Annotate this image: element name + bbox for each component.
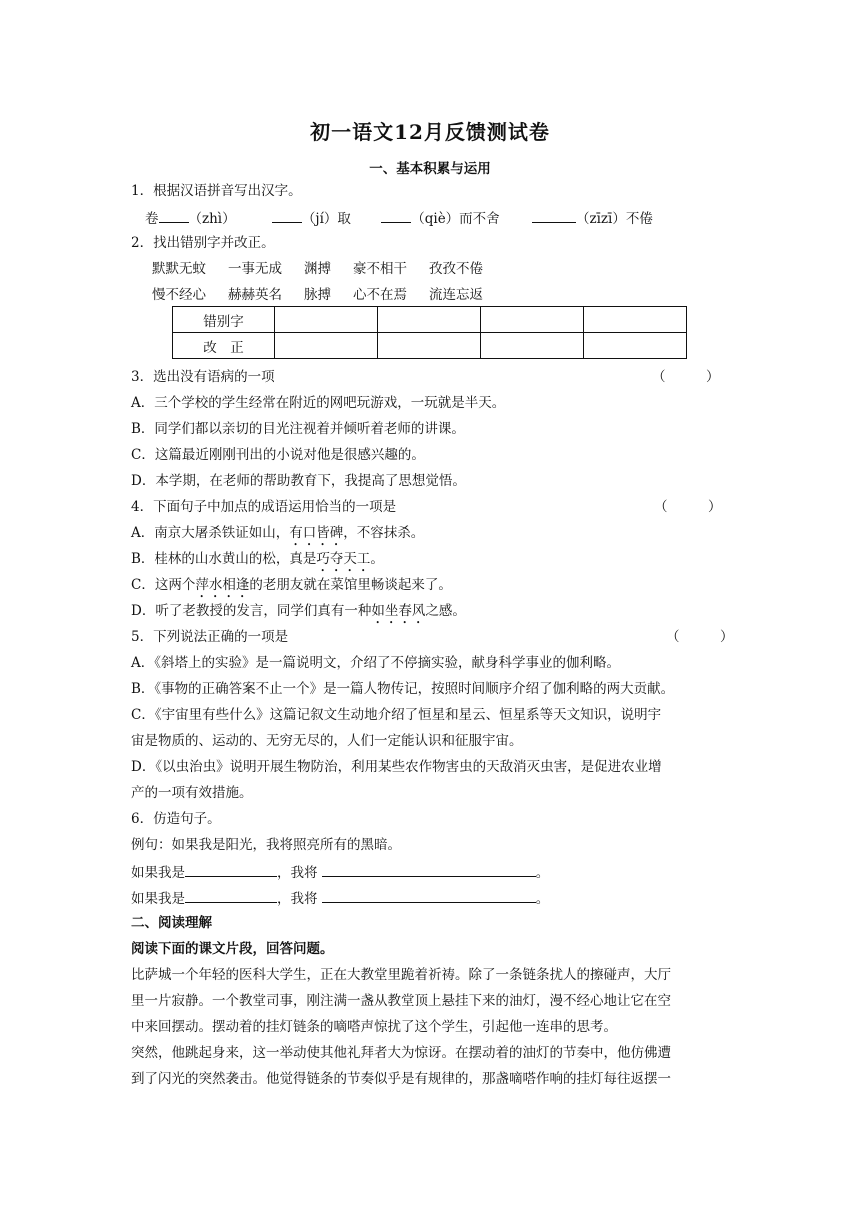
answer-blank[interactable] [322,862,536,877]
table-row-label: 改 正 [173,333,275,359]
q4-option-b [131,550,384,575]
answer-cell[interactable] [584,307,687,333]
option-text: C．这两个 [131,577,196,593]
answer-paren[interactable]: （ ） [666,629,734,645]
answer-cell[interactable] [275,333,378,359]
q4-stem: 4．下面句子中加点的成语运用恰当的一项是 [131,499,397,515]
option-text: A．南京大屠杀铁证如山， [131,525,290,541]
section-heading-2: 二、阅读理解 [131,915,212,931]
q4-option-d [131,602,466,627]
word-item: 渊搏 [304,261,331,277]
option-text: B．桂林的山水黄山的松，真是 [131,551,317,567]
word-item: 一事无成 [228,261,282,277]
option-text: 的老朋友就在菜馆里畅谈起来了。 [249,577,452,593]
dotted-idiom: 如坐春风 [371,603,426,619]
option-text: ，不容抹杀。 [343,525,425,541]
q5-option-c-line1: C．《宇宙里有些什么》这篇记叙文生动地介绍了恒星和星云、恒星系等天文知识，说明宇 [131,707,662,723]
q2-word-row-2 [152,286,505,304]
q1-item-1: （zhì） [188,211,236,227]
frame-text: ，我将 [277,865,318,881]
answer-cell[interactable] [481,307,584,333]
q3-stem: 3．选出没有语病的一项 [131,369,275,385]
option-text: 。 [370,551,384,567]
q1-item-2: （jí）取 [301,211,351,227]
table-row [173,307,687,333]
q5-option-d-line2: 产的一项有效措施。 [131,785,253,801]
answer-cell[interactable] [378,333,481,359]
section-heading-1: 一、基本积累与运用 [369,161,491,177]
page-title: 初一语文12月反馈测试卷 [310,120,550,144]
option-text: D．听了老教授的发言，同学们真有一种 [131,603,372,619]
answer-paren[interactable]: （ ） [652,369,720,385]
reading-instruction: 阅读下面的课文片段，回答问题。 [131,941,334,957]
word-item: 默默无蚊 [152,261,206,277]
table-row-label: 错别字 [173,307,275,333]
q3-option-c: C．这篇最近刚刚刊出的小说对他是很感兴趣的。 [131,447,425,463]
q3-option-a: A．三个学校的学生经常在附近的网吧玩游戏，一玩就是半天。 [131,395,506,411]
q1-stem: 1．根据汉语拼音写出汉字。 [131,183,302,199]
q2-word-row-1 [152,260,505,278]
frame-text: ，我将 [277,891,318,907]
answer-cell[interactable] [275,307,378,333]
answer-blank[interactable] [185,862,277,877]
answer-cell[interactable] [481,333,584,359]
word-item: 赫赫英名 [228,287,282,303]
option-text: 之感。 [425,603,466,619]
q1-item-1-pre: 卷 [145,211,159,227]
dotted-idiom: 巧夺天工 [316,551,371,567]
answer-blank[interactable] [381,208,411,223]
passage-line: 中来回摆动。摆动着的挂灯链条的嘀嗒声惊扰了这个学生，引起他一连串的思考。 [131,1019,617,1035]
answer-blank[interactable] [159,208,189,223]
q6-frame-1 [131,862,549,882]
q1-items [145,208,653,228]
dotted-idiom: 萍水相逢 [195,577,250,593]
word-item: 慢不经心 [152,287,206,303]
q3-option-b: B．同学们都以亲切的目光注视着并倾听着老师的讲课。 [131,421,465,437]
frame-text: 。 [535,891,550,907]
q6-stem: 6．仿造句子。 [131,811,221,827]
passage-line: 到了闪光的突然袭击。他觉得链条的节奏似乎是有规律的，那盏嘀嗒作响的挂灯每往返摆一 [131,1071,671,1087]
q4-option-c [131,576,452,601]
frame-text: 如果我是 [131,865,185,881]
answer-blank[interactable] [272,208,302,223]
word-item: 孜孜不倦 [429,261,483,277]
q1-item-4: （zīzī）不倦 [575,211,653,227]
answer-cell[interactable] [378,307,481,333]
q3-option-d: D．本学期，在老师的帮助教育下，我提高了思想觉悟。 [131,473,466,489]
word-item: 脉搏 [304,287,331,303]
answer-paren[interactable]: （ ） [654,499,722,515]
q5-option-b: B．《事物的正确答案不止一个》是一篇人物传记，按照时间顺序介绍了伽利略的两大贡献。 [131,681,675,697]
q2-stem: 2．找出错别字并改正。 [131,235,275,251]
dotted-idiom: 有口皆碑 [289,525,344,541]
frame-text: 。 [535,865,550,881]
q6-example: 例句：如果我是阳光，我将照亮所有的黑暗。 [131,837,401,853]
table-row [173,333,687,359]
answer-blank[interactable] [322,888,536,903]
word-item: 流连忘返 [429,287,483,303]
passage-line: 突然，他跳起身来，这一举动使其他礼拜者大为惊讶。在摆动着的油灯的节奏中，他仿佛遭 [131,1045,671,1061]
frame-text: 如果我是 [131,891,185,907]
passage-line: 里一片寂静。一个教堂司事，刚注满一盏从教堂顶上悬挂下来的油灯，漫不经心地让它在空 [131,993,671,1009]
answer-cell[interactable] [584,333,687,359]
q5-option-d-line1: D．《以虫治虫》说明开展生物防治，利用某些农作物害虫的天敌消灭虫害，是促进农业增 [131,759,662,775]
q4-option-a [131,524,424,549]
passage-line: 比萨城一个年轻的医科大学生，正在大教堂里跪着祈祷。除了一条链条扰人的擦碰声，大厅 [131,967,671,983]
q6-frame-2 [131,888,549,908]
q5-stem: 5．下列说法正确的一项是 [131,629,289,645]
answer-blank[interactable] [532,208,576,223]
q5-option-a: A．《斜塔上的实验》是一篇说明文，介绍了不停摘实验，献身科学事业的伽利略。 [131,655,620,671]
q5-option-c-line2: 宙是物质的、运动的、无穷无尽的，人们一定能认识和征服宇宙。 [131,733,523,749]
word-item: 豪不相干 [353,261,407,277]
word-item: 心不在焉 [353,287,407,303]
correction-table [172,306,687,359]
q1-item-3: （qiè）而不舍 [411,211,500,227]
answer-blank[interactable] [185,888,277,903]
